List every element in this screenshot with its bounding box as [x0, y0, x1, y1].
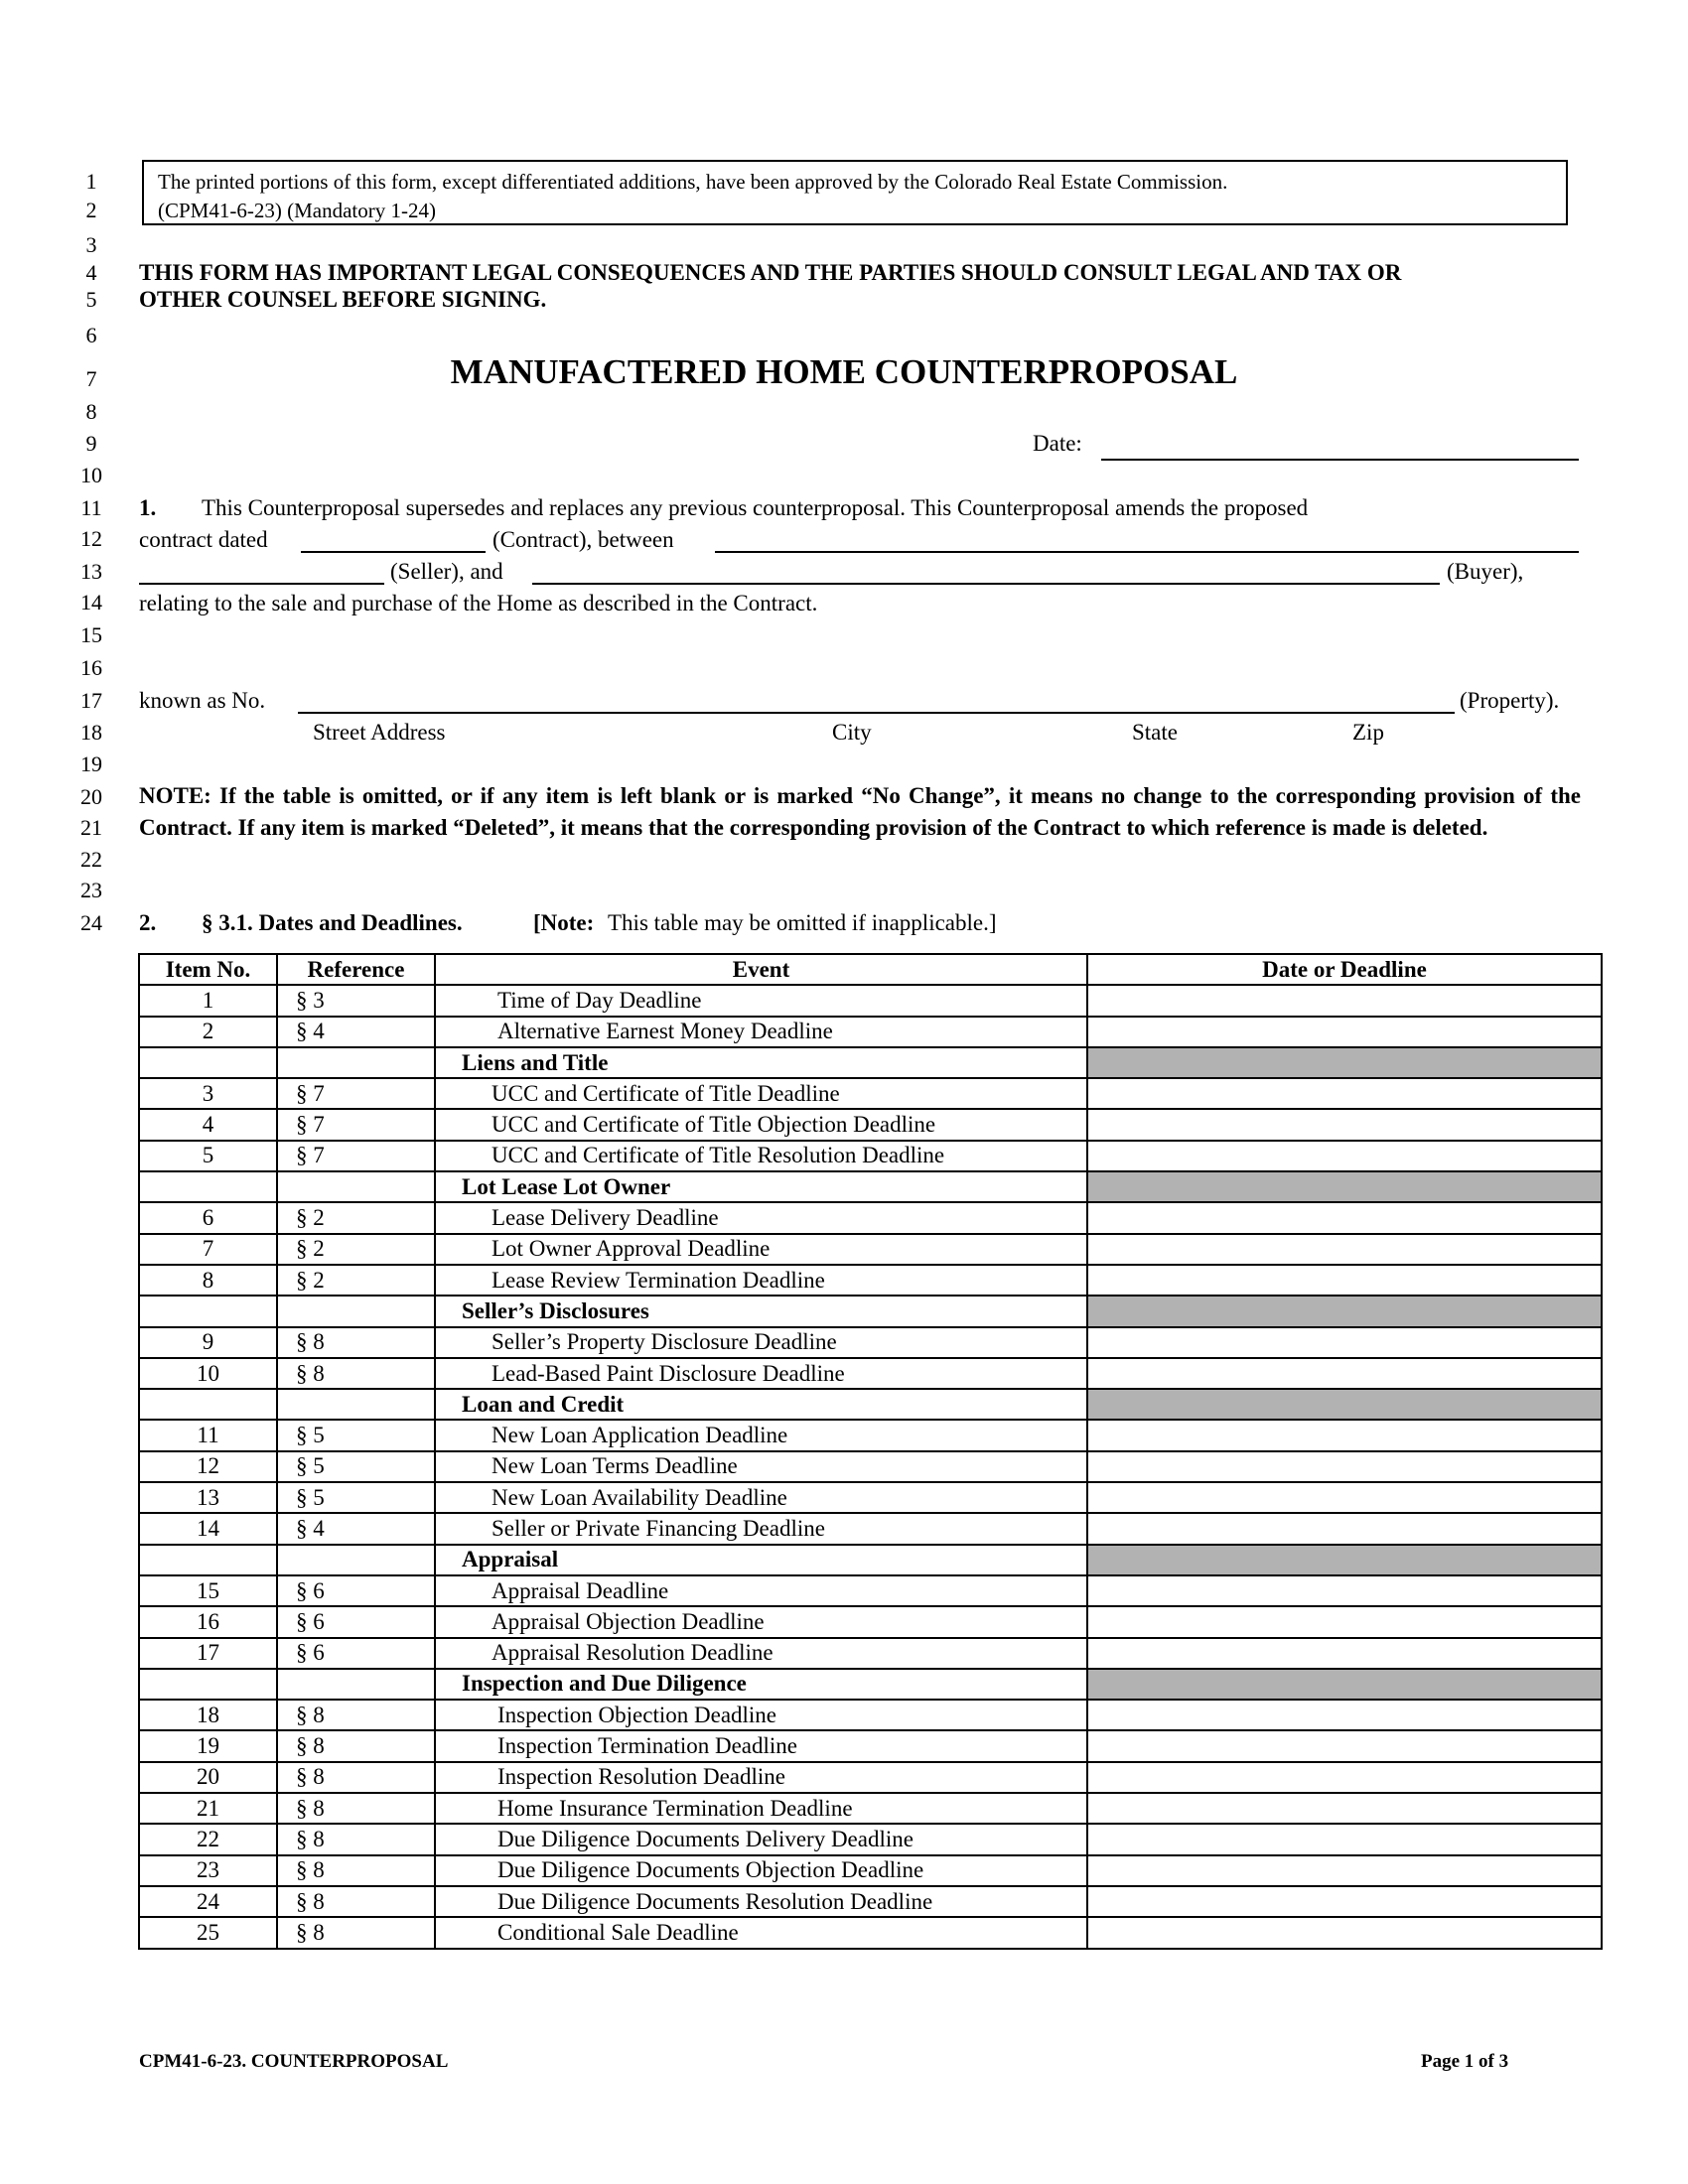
seller-name-field-line2[interactable] [139, 559, 384, 585]
reference: § 6 [277, 1606, 435, 1637]
shaded-date-cell [1087, 1047, 1602, 1078]
table-row [139, 1358, 1602, 1389]
line-number: 24 [80, 910, 102, 935]
date-deadline-field[interactable] [1087, 1606, 1602, 1637]
seller-label: (Seller), and [390, 559, 503, 584]
date-field[interactable] [1101, 435, 1579, 461]
approval-notice-line2: (CPM41-6-23) (Mandatory 1-24) [158, 199, 436, 222]
reference-cell [277, 1171, 435, 1202]
line-number: 11 [80, 495, 102, 520]
event-name: UCC and Certificate of Title Deadline [435, 1078, 1087, 1109]
reference: § 8 [277, 1917, 435, 1948]
section-1-line4: relating to the sale and purchase of the Home as described in the Contract. [139, 591, 818, 615]
reference: § 5 [277, 1482, 435, 1513]
shaded-date-cell [1087, 1296, 1602, 1326]
line-number: 22 [80, 847, 102, 872]
column-header-event: Event [435, 954, 1087, 985]
event-name: New Loan Terms Deadline [435, 1451, 1087, 1482]
date-label: Date: [1033, 431, 1082, 456]
event-name: Conditional Sale Deadline [435, 1917, 1087, 1948]
item-number: 7 [139, 1234, 277, 1265]
date-deadline-field[interactable] [1087, 1327, 1602, 1358]
table-row [139, 1793, 1602, 1824]
reference: § 6 [277, 1575, 435, 1606]
reference: § 2 [277, 1202, 435, 1233]
item-cell [139, 1669, 277, 1700]
section-2-note-label: [Note: [533, 910, 595, 935]
item-number: 3 [139, 1078, 277, 1109]
event-name: Inspection Resolution Deadline [435, 1762, 1087, 1793]
table-row [139, 1762, 1602, 1793]
page-title: MANUFACTERED HOME COUNTERPROPOSAL [450, 352, 1238, 391]
approval-notice-box [142, 160, 1568, 225]
line-number: 13 [80, 559, 102, 584]
line-number: 7 [85, 366, 97, 391]
reference: § 8 [277, 1762, 435, 1793]
event-name: Lease Delivery Deadline [435, 1202, 1087, 1233]
event-name: Seller’s Property Disclosure Deadline [435, 1327, 1087, 1358]
item-cell [139, 1171, 277, 1202]
event-name: Time of Day Deadline [435, 985, 1087, 1016]
date-deadline-field[interactable] [1087, 1202, 1602, 1233]
line-number: 12 [80, 526, 102, 551]
event-name: Due Diligence Documents Delivery Deadline [435, 1824, 1087, 1854]
item-number: 10 [139, 1358, 277, 1389]
reference: § 8 [277, 1730, 435, 1761]
reference-cell [277, 1669, 435, 1700]
contract-date-field[interactable] [301, 527, 486, 553]
state-caption: State [1132, 720, 1178, 745]
event-name: Seller or Private Financing Deadline [435, 1513, 1087, 1544]
shaded-date-cell [1087, 1669, 1602, 1700]
date-deadline-field[interactable] [1087, 1824, 1602, 1854]
item-cell [139, 1047, 277, 1078]
item-cell [139, 1545, 277, 1575]
date-deadline-field[interactable] [1087, 985, 1602, 1016]
buyer-name-field[interactable] [532, 559, 1440, 585]
event-name: Appraisal Objection Deadline [435, 1606, 1087, 1637]
item-number: 22 [139, 1824, 277, 1854]
line-number: 17 [80, 688, 102, 713]
section-2-number: 2. [139, 910, 157, 935]
table-section-row [139, 1171, 1602, 1202]
approval-notice-line1: The printed portions of this form, except differentiated additions, have been approved by the Colorado Real Estate Commission. [158, 170, 1228, 194]
table-row [139, 1730, 1602, 1761]
item-number: 15 [139, 1575, 277, 1606]
item-number: 9 [139, 1327, 277, 1358]
reference: § 2 [277, 1265, 435, 1296]
item-number: 14 [139, 1513, 277, 1544]
reference: § 4 [277, 1017, 435, 1047]
dates-deadlines-table [138, 953, 1603, 1950]
line-number: 16 [80, 655, 102, 680]
section-heading: Seller’s Disclosures [435, 1296, 1087, 1326]
item-number: 13 [139, 1482, 277, 1513]
event-name: UCC and Certificate of Title Objection Deadline [435, 1109, 1087, 1140]
section-heading: Appraisal [435, 1545, 1087, 1575]
reference: § 7 [277, 1078, 435, 1109]
reference: § 8 [277, 1824, 435, 1854]
reference: § 2 [277, 1234, 435, 1265]
section-2-title: § 3.1. Dates and Deadlines. [202, 910, 463, 935]
item-number: 24 [139, 1886, 277, 1917]
reference: § 6 [277, 1638, 435, 1669]
column-header-date-or-deadline: Date or Deadline [1087, 954, 1602, 985]
event-name: Home Insurance Termination Deadline [435, 1793, 1087, 1824]
legal-warning-line2: OTHER COUNSEL BEFORE SIGNING. [139, 287, 547, 312]
item-number: 17 [139, 1638, 277, 1669]
date-deadline-field[interactable] [1087, 1513, 1602, 1544]
date-deadline-field[interactable] [1087, 1109, 1602, 1140]
date-deadline-field[interactable] [1087, 1638, 1602, 1669]
reference-cell [277, 1545, 435, 1575]
item-number: 20 [139, 1762, 277, 1793]
date-deadline-field[interactable] [1087, 1886, 1602, 1917]
table-section-row [139, 1047, 1602, 1078]
date-deadline-field[interactable] [1087, 1017, 1602, 1047]
table-section-row [139, 1296, 1602, 1326]
section-heading: Inspection and Due Diligence [435, 1669, 1087, 1700]
section-1-line1: This Counterproposal supersedes and replaces any previous counterproposal. This Counterproposal amends the proposed [202, 495, 1309, 520]
event-name: Due Diligence Documents Objection Deadline [435, 1855, 1087, 1886]
table-row [139, 1078, 1602, 1109]
item-cell [139, 1296, 277, 1326]
table-section-row [139, 1545, 1602, 1575]
reference: § 7 [277, 1141, 435, 1171]
legal-warning-line1: THIS FORM HAS IMPORTANT LEGAL CONSEQUENCES AND THE PARTIES SHOULD CONSULT LEGAL AND TAX OR [139, 260, 1402, 285]
event-name: Inspection Objection Deadline [435, 1700, 1087, 1730]
table-row [139, 1451, 1602, 1482]
column-header-item-no: Item No. [139, 954, 277, 985]
item-number: 2 [139, 1017, 277, 1047]
contract-between-label: (Contract), between [492, 527, 674, 552]
section-1-number: 1. [139, 495, 157, 520]
item-number: 18 [139, 1700, 277, 1730]
line-number: 14 [80, 590, 102, 614]
reference-cell [277, 1296, 435, 1326]
section-2-note-text: This table may be omitted if inapplicable.] [608, 910, 997, 935]
reference: § 8 [277, 1327, 435, 1358]
line-number: 3 [85, 232, 97, 257]
date-deadline-field[interactable] [1087, 1482, 1602, 1513]
table-row [139, 1513, 1602, 1544]
footer-page-number: Page 1 of 3 [1421, 2051, 1509, 2072]
event-name: Inspection Termination Deadline [435, 1730, 1087, 1761]
table-row [139, 1420, 1602, 1450]
property-label: (Property). [1460, 688, 1560, 713]
property-address-field[interactable] [298, 688, 1455, 714]
item-number: 19 [139, 1730, 277, 1761]
item-number: 4 [139, 1109, 277, 1140]
reference: § 8 [277, 1793, 435, 1824]
table-row [139, 1327, 1602, 1358]
shaded-date-cell [1087, 1545, 1602, 1575]
line-number: 8 [85, 399, 97, 424]
reference: § 5 [277, 1420, 435, 1450]
section-heading: Liens and Title [435, 1047, 1087, 1078]
table-section-row [139, 1389, 1602, 1420]
event-name: Lease Review Termination Deadline [435, 1265, 1087, 1296]
event-name: New Loan Availability Deadline [435, 1482, 1087, 1513]
contract-dated-label: contract dated [139, 527, 268, 552]
item-number: 21 [139, 1793, 277, 1824]
date-deadline-field[interactable] [1087, 1793, 1602, 1824]
date-deadline-field[interactable] [1087, 1762, 1602, 1793]
section-heading: Lot Lease Lot Owner [435, 1171, 1087, 1202]
date-deadline-field[interactable] [1087, 1451, 1602, 1482]
reference-cell [277, 1389, 435, 1420]
event-name: Lot Owner Approval Deadline [435, 1234, 1087, 1265]
zip-caption: Zip [1352, 720, 1384, 745]
line-number: 1 [85, 169, 97, 194]
reference: § 4 [277, 1513, 435, 1544]
table-row [139, 1265, 1602, 1296]
line-number: 4 [85, 260, 97, 285]
date-deadline-field[interactable] [1087, 1265, 1602, 1296]
reference: § 8 [277, 1886, 435, 1917]
table-row [139, 1638, 1602, 1669]
event-name: New Loan Application Deadline [435, 1420, 1087, 1450]
buyer-label: (Buyer), [1447, 559, 1524, 584]
table-row [139, 1855, 1602, 1886]
city-caption: City [832, 720, 872, 745]
item-number: 12 [139, 1451, 277, 1482]
reference: § 7 [277, 1109, 435, 1140]
section-heading: Loan and Credit [435, 1389, 1087, 1420]
table-row [139, 1917, 1602, 1948]
item-number: 23 [139, 1855, 277, 1886]
item-number: 6 [139, 1202, 277, 1233]
item-number: 8 [139, 1265, 277, 1296]
line-number: 20 [80, 784, 102, 809]
table-row [139, 1824, 1602, 1854]
table-row [139, 1606, 1602, 1637]
event-name: Due Diligence Documents Resolution Deadline [435, 1886, 1087, 1917]
note-paragraph: NOTE: If the table is omitted, or if any item is left blank or is marked “No Change”, it means no change to the corresponding provision of the Contract. If any item is marked “Deleted”, it means that the corresponding provision of the Contract to which reference is made is deleted. [139, 783, 1581, 840]
reference: § 8 [277, 1855, 435, 1886]
line-number: 15 [80, 622, 102, 647]
line-number: 9 [85, 431, 97, 456]
line-number: 6 [85, 323, 97, 347]
footer-form-id: CPM41-6-23. COUNTERPROPOSAL [139, 2051, 449, 2072]
table-section-row [139, 1669, 1602, 1700]
table-row [139, 1886, 1602, 1917]
table-row [139, 1017, 1602, 1047]
reference: § 3 [277, 985, 435, 1016]
reference-cell [277, 1047, 435, 1078]
date-deadline-field[interactable] [1087, 1730, 1602, 1761]
date-deadline-field[interactable] [1087, 1575, 1602, 1606]
reference: § 5 [277, 1451, 435, 1482]
table-row [139, 1109, 1602, 1140]
reference: § 8 [277, 1700, 435, 1730]
table-row [139, 985, 1602, 1016]
line-number: 21 [80, 815, 102, 840]
item-cell [139, 1389, 277, 1420]
event-name: Appraisal Resolution Deadline [435, 1638, 1087, 1669]
date-deadline-field[interactable] [1087, 1234, 1602, 1265]
line-number: 19 [80, 751, 102, 776]
date-deadline-field[interactable] [1087, 1700, 1602, 1730]
table-row [139, 1234, 1602, 1265]
table-row [139, 1482, 1602, 1513]
event-name: UCC and Certificate of Title Resolution Deadline [435, 1141, 1087, 1171]
shaded-date-cell [1087, 1389, 1602, 1420]
item-number: 1 [139, 985, 277, 1016]
event-name: Alternative Earnest Money Deadline [435, 1017, 1087, 1047]
item-number: 11 [139, 1420, 277, 1450]
item-number: 16 [139, 1606, 277, 1637]
street-address-caption: Street Address [313, 720, 446, 745]
line-number: 5 [85, 287, 97, 312]
table-row [139, 1141, 1602, 1171]
reference: § 8 [277, 1358, 435, 1389]
event-name: Lead-Based Paint Disclosure Deadline [435, 1358, 1087, 1389]
table-row [139, 1575, 1602, 1606]
date-deadline-field[interactable] [1087, 1358, 1602, 1389]
date-deadline-field[interactable] [1087, 1420, 1602, 1450]
table-row [139, 1700, 1602, 1730]
date-deadline-field[interactable] [1087, 1855, 1602, 1886]
line-number: 18 [80, 720, 102, 745]
column-header-reference: Reference [277, 954, 435, 985]
table-header-row [139, 954, 1602, 985]
line-number: 2 [85, 198, 97, 222]
shaded-date-cell [1087, 1171, 1602, 1202]
date-deadline-field[interactable] [1087, 1141, 1602, 1171]
item-number: 25 [139, 1917, 277, 1948]
known-as-label: known as No. [139, 688, 266, 713]
item-number: 5 [139, 1141, 277, 1171]
table-row [139, 1202, 1602, 1233]
line-number: 10 [80, 463, 102, 487]
date-deadline-field[interactable] [1087, 1078, 1602, 1109]
date-deadline-field[interactable] [1087, 1917, 1602, 1948]
event-name: Appraisal Deadline [435, 1575, 1087, 1606]
line-number: 23 [80, 878, 102, 902]
seller-name-field-line1[interactable] [715, 527, 1579, 553]
